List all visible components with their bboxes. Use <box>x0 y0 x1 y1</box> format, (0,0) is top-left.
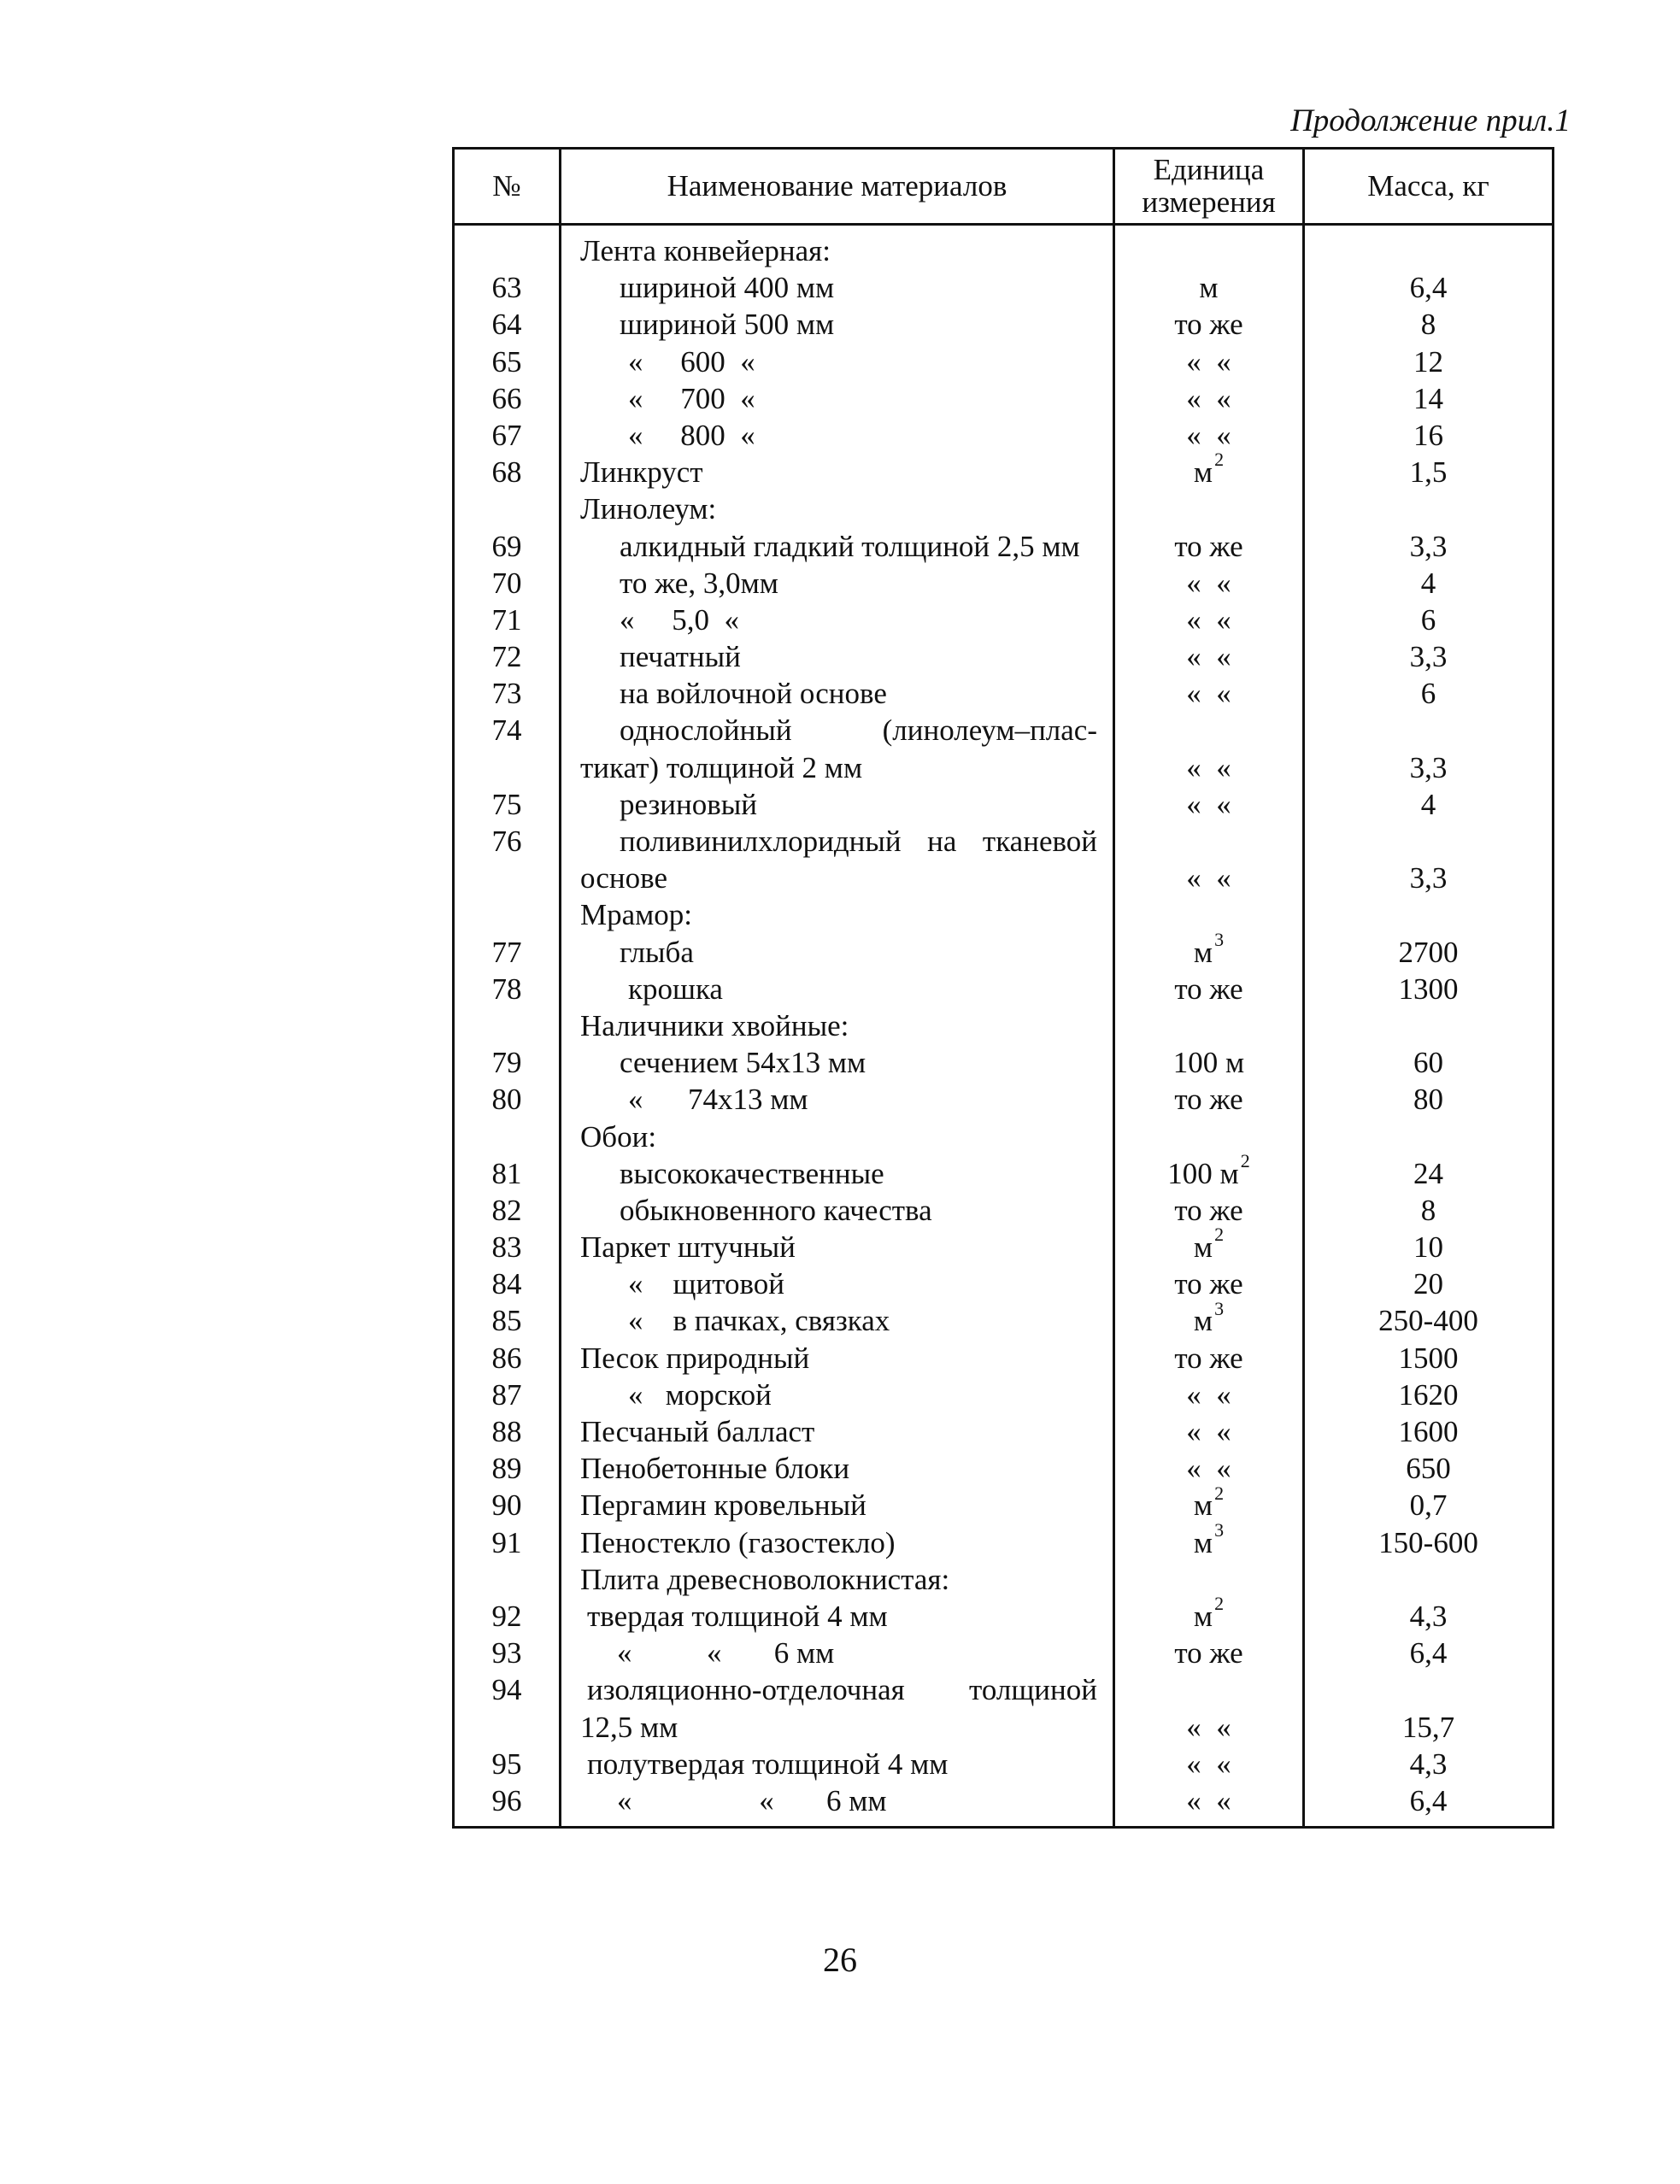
column-num <box>455 226 561 1826</box>
row-mass <box>1305 712 1552 749</box>
page-number: 26 <box>823 1940 857 1979</box>
row-name: сечением 54х13 мм <box>620 1046 866 1080</box>
row-name: « щитовой <box>628 1267 785 1301</box>
row-mass: 1500 <box>1398 1341 1459 1375</box>
row-mass: 6 <box>1420 677 1436 711</box>
row-unit: « « <box>1186 418 1231 452</box>
row-num: 72 <box>491 640 522 674</box>
row-unit: « « <box>1186 677 1231 711</box>
row-num: 80 <box>491 1083 522 1117</box>
row-mass: 15,7 <box>1401 1710 1455 1744</box>
row-num <box>455 749 559 786</box>
row-unit: $м^2$ <box>1193 1224 1225 1265</box>
unit-exponent: 2 <box>1214 449 1225 471</box>
row-unit: $м^2$ <box>1193 1482 1225 1523</box>
row-num <box>455 1118 559 1155</box>
row-name: полутвердая толщиной 4 мм <box>587 1747 949 1781</box>
row-mass: 3,3 <box>1409 750 1448 784</box>
unit-exponent: 2 <box>1214 1224 1225 1246</box>
row-unit: то же <box>1174 972 1243 1006</box>
row-num: 86 <box>491 1341 522 1375</box>
row-unit: « « <box>1186 861 1231 895</box>
row-mass <box>1305 823 1552 860</box>
row-num: 73 <box>491 677 522 711</box>
row-num: 76 <box>491 825 522 858</box>
row-mass: 16 <box>1413 418 1443 452</box>
row-num <box>455 1007 559 1044</box>
row-mass <box>1305 1118 1552 1155</box>
row-name: крошка <box>628 972 723 1006</box>
row-unit: $м^2$ <box>1193 1593 1225 1633</box>
row-mass: 12 <box>1413 344 1443 379</box>
row-mass: 250-400 <box>1378 1304 1478 1338</box>
unit-exponent: 3 <box>1214 1518 1225 1541</box>
row-unit: « « <box>1186 602 1231 637</box>
row-name: на войлочной основе <box>620 677 887 711</box>
row-name: поливинилхлоридный на тканевой <box>620 825 1097 858</box>
row-unit: $м^3$ <box>1193 928 1225 969</box>
row-mass: 2700 <box>1398 935 1459 969</box>
row-name: высококачественные <box>620 1156 884 1190</box>
row-name: твердая толщиной 4 мм <box>587 1599 888 1633</box>
column-mass <box>1305 226 1552 1826</box>
row-name: « в пачках, связках <box>628 1304 890 1338</box>
row-name: Мрамор: <box>580 898 693 932</box>
header-unit-line1: Единица <box>1153 153 1265 186</box>
row-name: « 5,0 « <box>620 602 739 637</box>
materials-table <box>452 147 1554 1829</box>
row-num: 66 <box>491 381 522 415</box>
row-num: 87 <box>491 1377 522 1412</box>
row-num <box>455 1561 559 1598</box>
row-num: 65 <box>491 344 522 379</box>
row-mass <box>1305 232 1552 269</box>
row-name: шириной 400 мм <box>620 271 835 305</box>
row-unit: 100 $м^2$ <box>1167 1150 1250 1190</box>
row-num: 84 <box>491 1267 522 1301</box>
column-name <box>561 226 1115 1826</box>
unit-exponent: 2 <box>1214 1593 1225 1615</box>
row-mass: 6 <box>1420 602 1436 637</box>
row-unit: « « <box>1186 787 1231 821</box>
row-mass: 1620 <box>1398 1377 1459 1412</box>
row-name: Пеностекло (газостекло) <box>580 1525 896 1559</box>
row-unit <box>1115 712 1302 749</box>
row-mass: 3,3 <box>1409 640 1448 674</box>
row-name: алкидный гладкий толщиной 2,5 мм <box>620 529 1080 563</box>
row-name: Линолеум: <box>580 492 717 526</box>
row-num: 90 <box>491 1488 522 1523</box>
row-mass: 6,4 <box>1409 1783 1448 1817</box>
unit-exponent: 2 <box>1214 1482 1225 1504</box>
row-unit: то же <box>1174 308 1243 342</box>
row-mass: 1600 <box>1398 1415 1459 1448</box>
row-name: резиновый <box>620 787 758 821</box>
row-mass: 60 <box>1413 1046 1443 1080</box>
row-mass: 4 <box>1420 566 1436 600</box>
row-name: Линкруст <box>580 455 703 490</box>
row-num: 68 <box>491 455 522 490</box>
row-name: « 600 « <box>628 344 755 379</box>
row-unit: « « <box>1186 344 1231 379</box>
table-body <box>455 226 1552 1826</box>
row-name: основе <box>580 861 667 895</box>
row-num: 91 <box>491 1525 522 1559</box>
header-name: Наименование материалов <box>561 150 1115 223</box>
table-header <box>455 150 1552 226</box>
row-num: 67 <box>491 418 522 452</box>
row-num: 79 <box>491 1046 522 1080</box>
row-name: Паркет штучный <box>580 1230 796 1265</box>
row-mass: 650 <box>1406 1452 1451 1486</box>
row-num: 95 <box>491 1747 522 1781</box>
row-name: тикат) толщиной 2 мм <box>580 750 863 784</box>
row-mass: 80 <box>1413 1083 1443 1117</box>
row-mass: 4,3 <box>1409 1599 1448 1633</box>
row-unit: то же <box>1174 529 1243 563</box>
row-mass <box>1305 1007 1552 1044</box>
row-mass: 4,3 <box>1409 1747 1448 1781</box>
row-mass: 10 <box>1413 1230 1443 1265</box>
row-unit: « « <box>1186 1377 1231 1412</box>
row-name: Песчаный балласт <box>580 1415 815 1448</box>
row-name: 12,5 мм <box>580 1710 678 1744</box>
row-mass: 3,3 <box>1409 529 1448 563</box>
row-unit: « « <box>1186 1747 1231 1781</box>
unit-exponent: 3 <box>1214 1297 1225 1319</box>
row-unit: 100 м <box>1172 1046 1245 1080</box>
row-num: 85 <box>491 1304 522 1338</box>
row-unit: то же <box>1174 1083 1243 1117</box>
row-num <box>455 490 559 527</box>
row-unit <box>1115 896 1302 933</box>
header-unit <box>1115 150 1305 223</box>
row-unit: « « <box>1186 381 1231 415</box>
row-mass: 0,7 <box>1409 1488 1448 1523</box>
row-mass <box>1305 1671 1552 1708</box>
row-name: глыба <box>620 935 694 969</box>
row-num: 74 <box>491 713 522 748</box>
unit-exponent: 2 <box>1240 1150 1250 1172</box>
row-unit <box>1115 1007 1302 1044</box>
row-unit: « « <box>1186 1415 1231 1448</box>
row-unit: м <box>1199 271 1219 305</box>
row-mass: 8 <box>1420 308 1436 342</box>
row-unit: $м^3$ <box>1193 1518 1225 1559</box>
row-num: 77 <box>491 935 522 969</box>
row-mass: 8 <box>1420 1193 1436 1227</box>
row-name: Обои: <box>580 1119 657 1154</box>
header-mass: Масса, кг <box>1367 169 1489 203</box>
row-num: 94 <box>491 1673 522 1707</box>
row-unit <box>1115 1671 1302 1708</box>
row-mass <box>1305 896 1552 933</box>
row-name: изоляционно-отделочная толщиной <box>587 1673 1097 1707</box>
row-unit <box>1115 1561 1302 1598</box>
row-num <box>455 860 559 896</box>
row-name: « 700 « <box>628 381 755 415</box>
row-mass: 20 <box>1413 1267 1443 1301</box>
row-mass: 1300 <box>1398 972 1459 1006</box>
row-mass: 6,4 <box>1409 1636 1448 1670</box>
row-num: 63 <box>491 271 522 305</box>
row-unit: « « <box>1186 1710 1231 1744</box>
column-unit <box>1115 226 1305 1826</box>
row-mass: 150-600 <box>1378 1525 1478 1559</box>
row-num: 93 <box>491 1636 522 1670</box>
row-name: Пенобетонные блоки <box>580 1452 850 1486</box>
row-mass: 14 <box>1413 381 1443 415</box>
row-name: шириной 500 мм <box>620 308 835 342</box>
row-num <box>455 896 559 933</box>
row-num: 83 <box>491 1230 522 1265</box>
row-mass: 4 <box>1420 787 1436 821</box>
row-unit: « « <box>1186 1452 1231 1486</box>
row-mass: 6,4 <box>1409 271 1448 305</box>
row-num <box>455 1709 559 1746</box>
table-caption: Продолжение прил.1 <box>1290 103 1571 138</box>
row-unit <box>1115 232 1302 269</box>
row-unit: $м^3$ <box>1193 1297 1225 1338</box>
row-unit: $м^2$ <box>1193 449 1225 490</box>
row-name: печатный <box>620 640 741 674</box>
row-num: 82 <box>491 1193 522 1227</box>
row-unit: то же <box>1174 1341 1243 1375</box>
row-unit: « « <box>1186 750 1231 784</box>
row-num: 89 <box>491 1452 522 1486</box>
row-num <box>455 232 559 269</box>
row-unit <box>1115 823 1302 860</box>
header-unit-line2: измерения <box>1142 185 1276 219</box>
row-unit: « « <box>1186 640 1231 674</box>
row-num: 92 <box>491 1599 522 1633</box>
row-name: « « 6 мм <box>587 1636 835 1670</box>
row-num: 71 <box>491 602 522 637</box>
row-mass: 24 <box>1413 1156 1443 1190</box>
unit-exponent: 3 <box>1214 928 1225 950</box>
row-num: 96 <box>491 1783 522 1817</box>
row-num: 70 <box>491 566 522 600</box>
row-num: 88 <box>491 1415 522 1448</box>
row-name: « « 6 мм <box>587 1783 887 1817</box>
row-name: Наличники хвойные: <box>580 1008 849 1042</box>
row-num: 81 <box>491 1156 522 1190</box>
row-name: « морской <box>628 1377 772 1412</box>
row-num: 75 <box>491 787 522 821</box>
row-name: Плита древесноволокнистая: <box>580 1562 950 1596</box>
row-name: « 800 « <box>628 418 755 452</box>
row-mass: 1,5 <box>1409 455 1448 490</box>
row-unit: « « <box>1186 566 1231 600</box>
row-mass <box>1305 1561 1552 1598</box>
row-unit <box>1115 490 1302 527</box>
row-num: 69 <box>491 529 522 563</box>
row-name: обыкновенного качества <box>620 1193 932 1227</box>
row-mass: 3,3 <box>1409 861 1448 895</box>
row-unit: « « <box>1186 1783 1231 1817</box>
row-unit: то же <box>1174 1267 1243 1301</box>
row-unit <box>1115 1118 1302 1155</box>
row-name: однослойный (линолеум–плас- <box>620 713 1097 748</box>
row-name: Песок природный <box>580 1341 810 1375</box>
row-num: 78 <box>491 972 522 1006</box>
row-mass <box>1305 490 1552 527</box>
header-num: № <box>455 150 561 223</box>
row-name: « 74х13 мм <box>628 1083 808 1117</box>
row-num: 64 <box>491 308 522 342</box>
row-name: то же, 3,0мм <box>620 566 778 600</box>
row-name: Лента конвейерная: <box>580 234 831 267</box>
row-unit: то же <box>1174 1193 1243 1227</box>
row-name: Пергамин кровельный <box>580 1488 866 1523</box>
row-unit: то же <box>1174 1636 1243 1670</box>
